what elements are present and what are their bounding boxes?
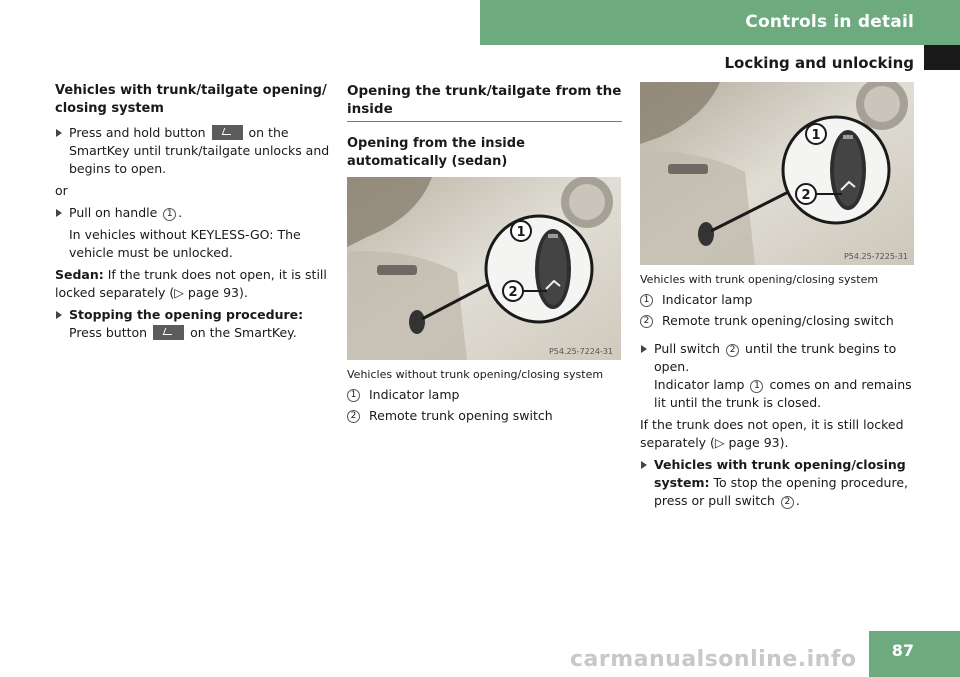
step-pull-switch: Pull switch 2 until the trunk begins to open. Indicator lamp 1 comes on and remains lit until the trunk is closed. <box>640 340 916 412</box>
door-switch-photo <box>640 82 914 265</box>
photo-code: P54.25-7224-31 <box>548 347 613 356</box>
door-switch-photo <box>347 177 621 360</box>
automatic-sedan-heading: Opening from the inside automatically (sedan) <box>347 136 525 169</box>
photo-code: P54.25-7225-31 <box>843 252 908 261</box>
sedan-note: Sedan: If the trunk does not open, it is still locked separately (▷ page 93). <box>55 267 327 300</box>
chapter-title: Controls in detail <box>745 12 914 32</box>
section-title: Locking and unlocking <box>724 54 914 72</box>
legend-item: 1 Indicator lamp <box>347 386 622 404</box>
locked-note: If the trunk does not open, it is still locked separately (▷ page 93). <box>640 417 904 450</box>
callout-number: 2 <box>781 496 794 509</box>
header-bar <box>480 0 960 45</box>
column-middle <box>347 82 622 428</box>
photo-callout-2: 2 <box>508 285 518 300</box>
legend-item: 1 Indicator lamp <box>640 291 916 309</box>
keyless-go-note: In vehicles without KEYLESS-GO: The vehicle must be unlocked. <box>69 227 301 260</box>
column-left <box>55 82 330 346</box>
door-switch-illustration <box>347 177 621 360</box>
step-press-button: Press and hold button on the SmartKey until trunk/tailgate unlocks and begins to open. <box>55 124 330 178</box>
watermark: carmanualsonline.info <box>570 647 857 672</box>
legend-item: 2 Remote trunk opening/closing switch <box>640 312 916 330</box>
callout-number: 1 <box>750 380 763 393</box>
or-text: or <box>55 183 68 198</box>
callout-number: 2 <box>640 315 653 328</box>
callout-number: 2 <box>347 410 360 423</box>
trunk-key-icon <box>153 325 184 340</box>
callout-number: 1 <box>163 208 176 221</box>
step-pull-handle: Pull on handle 1 . <box>55 204 330 222</box>
page-number: 87 <box>891 641 914 660</box>
page-number-box <box>869 631 960 677</box>
trunk-key-icon <box>212 125 243 140</box>
legend-item: 2 Remote trunk opening switch <box>347 407 622 425</box>
thumb-tab-marker <box>924 45 960 70</box>
callout-number: 1 <box>640 294 653 307</box>
photo-caption: Vehicles without trunk opening/closing system <box>347 368 604 381</box>
door-switch-illustration <box>640 82 914 265</box>
opening-inside-heading: Opening the trunk/tailgate from the inside <box>347 82 622 122</box>
photo-callout-1: 1 <box>811 128 821 143</box>
photo-callout-1: 1 <box>516 225 526 240</box>
column-right <box>640 82 916 514</box>
step-stop-opening: Stopping the opening procedure: Press button on the SmartKey. <box>55 306 330 342</box>
step-stop-opening: Vehicles with trunk opening/closing system: To stop the opening procedure, press or pull switch 2 . <box>640 456 916 510</box>
photo-caption: Vehicles with trunk opening/closing system <box>640 273 879 286</box>
photo-callout-2: 2 <box>801 188 811 203</box>
trunk-system-heading: Vehicles with trunk/tailgate opening/ closing system <box>55 83 327 116</box>
callout-number: 2 <box>726 344 739 357</box>
callout-number: 1 <box>347 389 360 402</box>
